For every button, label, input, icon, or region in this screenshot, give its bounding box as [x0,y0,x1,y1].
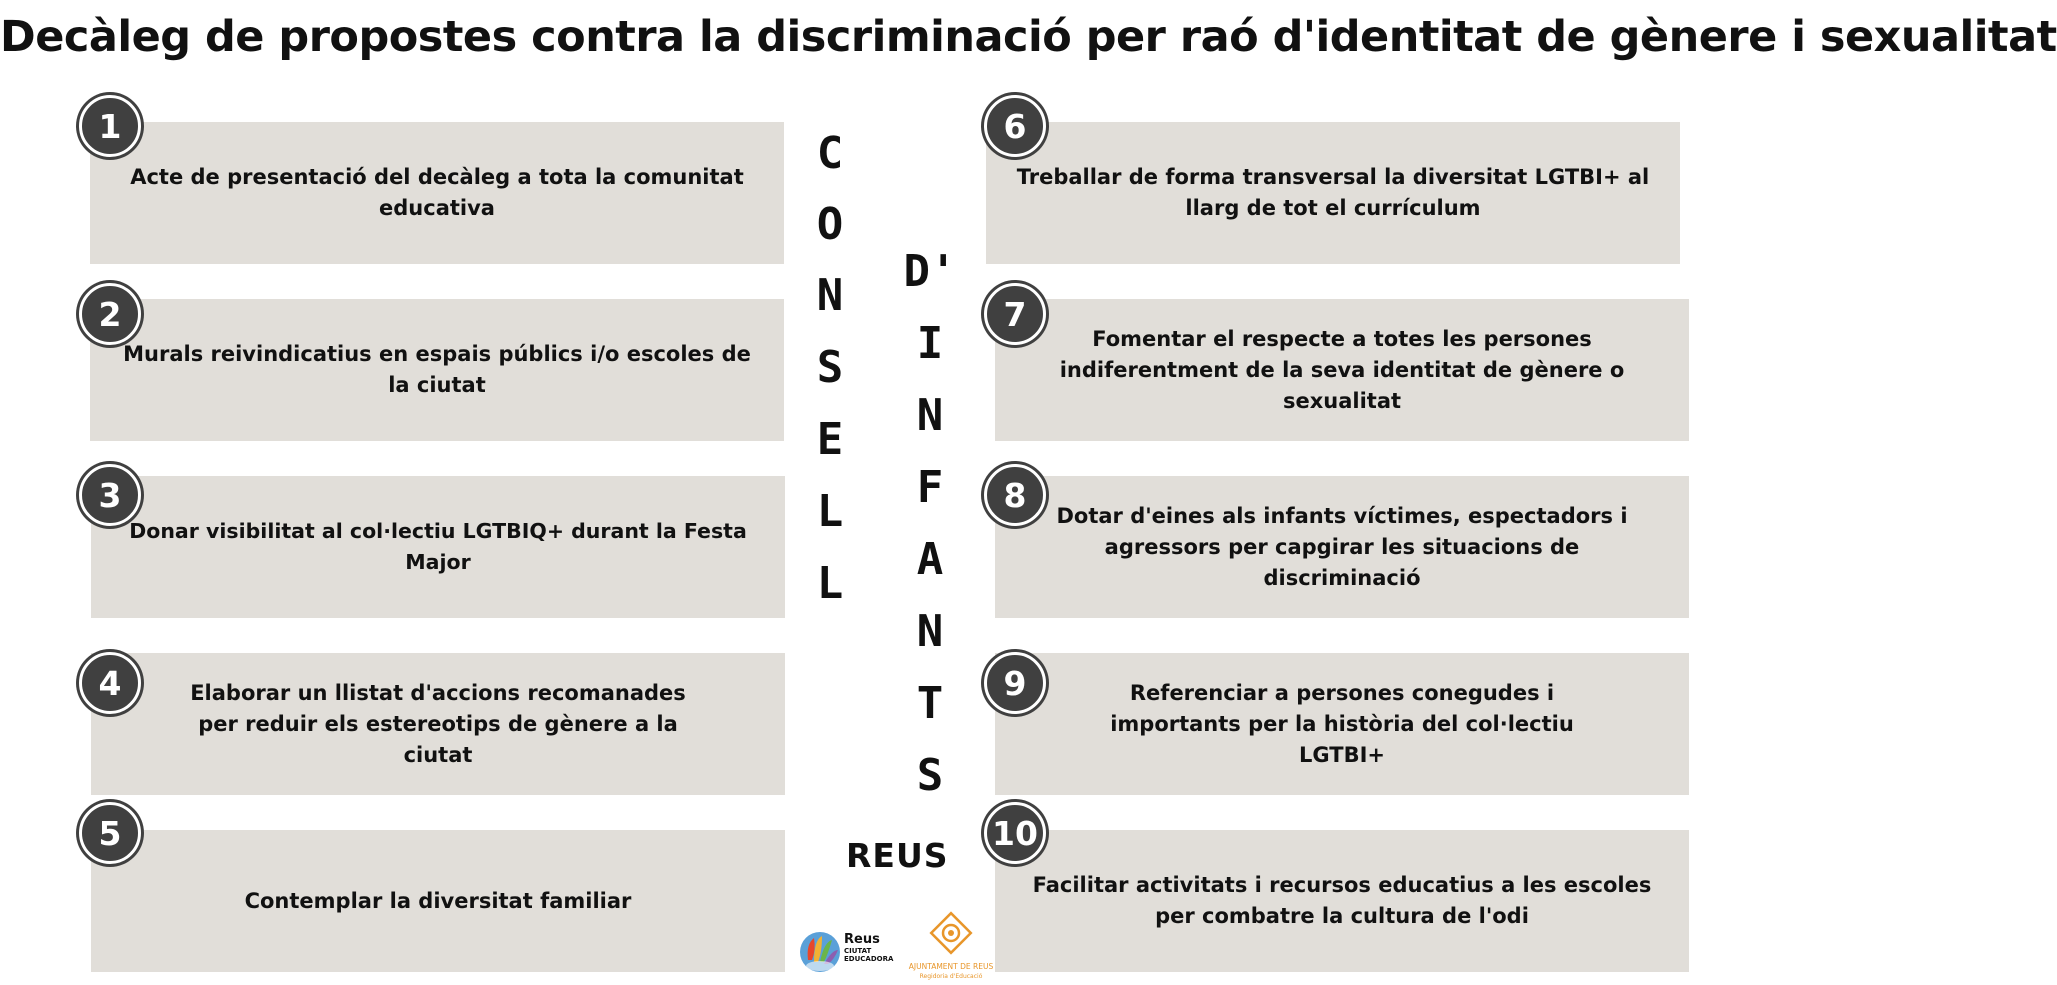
vertical-letter: N [816,270,844,321]
proposal-text: Treballar de forma transversal la diversitat LGTBI+ al llarg de tot el currículum [1016,165,1650,220]
proposal-card-10 [995,830,1689,972]
proposal-number-badge: 9 [984,652,1046,714]
vertical-letter: L [816,558,844,609]
proposal-card-2 [90,299,784,441]
proposal-number-badge: 8 [984,464,1046,526]
proposal-text: Contemplar la diversitat familiar [244,888,632,913]
proposal-text: Murals reivindicatius en espais públics i/o escoles de la ciutat [123,342,751,397]
proposal-number-badge: 5 [79,802,141,864]
ajuntament-reus-logo [896,910,1006,985]
proposal-number-badge: 3 [79,464,141,526]
page-title: Decàleg de propostes contra la discriminació per raó d'identitat de gènere i sexualitat [0,12,2057,62]
proposal-number-badge: 4 [79,652,141,714]
proposal-text: Elaborar un llistat d'accions recomanades per reduir els estereotips de gènere a la ciutat [190,680,686,767]
reus-logo-sub2: EDUCADORA [844,955,894,963]
proposal-card-8 [995,476,1689,618]
reus-logo-sub1: CIUTAT [844,947,872,955]
proposal-card-9 [995,653,1689,795]
vertical-letter: I [916,318,944,369]
vertical-letter: L [816,486,844,537]
proposal-text: Dotar d'eines als infants víctimes, espectadors i agressors per capgirar les situacions de discriminació [1056,503,1628,590]
proposal-card-6 [986,122,1680,264]
proposal-card-5 [91,830,785,972]
regidoria-name: Regidoria d'Educació [919,973,983,980]
vertical-letter: F [916,462,944,513]
vertical-letter: D' [903,246,957,297]
vertical-letter: C [816,128,844,179]
proposal-text: Fomentar el respecte a totes les persones indiferentment de la seva identitat de gènere o sexualitat [1059,326,1625,413]
proposal-card-3 [91,476,785,618]
proposal-text: Facilitar activitats i recursos educatius a les escoles per combatre la cultura de l'odi [1032,873,1652,928]
city-label: REUS [846,836,949,875]
proposal-number-badge: 10 [984,802,1046,864]
vertical-letter: O [816,199,844,250]
proposal-number-badge: 1 [79,95,141,157]
proposal-card-4 [91,653,785,795]
vertical-letter: N [916,390,944,441]
vertical-letter: S [816,342,844,393]
vertical-letter: T [916,678,944,729]
proposal-number-badge: 7 [984,283,1046,345]
vertical-letter: N [916,606,944,657]
proposal-number-badge: 6 [984,95,1046,157]
vertical-letter: E [816,414,844,465]
hands-logo-icon [798,930,842,974]
proposal-card-7 [995,299,1689,441]
proposal-text: Acte de presentació del decàleg a tota la comunitat educativa [130,165,744,220]
reus-logo-name: Reus [844,932,880,947]
proposal-text: Donar visibilitat al col·lectiu LGTBIQ+ durant la Festa Major [129,519,747,574]
vertical-letter: S [916,750,944,801]
proposal-number-badge: 2 [79,283,141,345]
ajuntament-name: AJUNTAMENT DE REUS [908,962,994,971]
vertical-letter: A [916,534,944,585]
proposal-text: Referenciar a persones conegudes i importants per la història del col·lectiu LGTBI+ [1110,680,1574,767]
ajuntament-emblem-icon [928,910,974,956]
proposal-card-1 [90,122,784,264]
